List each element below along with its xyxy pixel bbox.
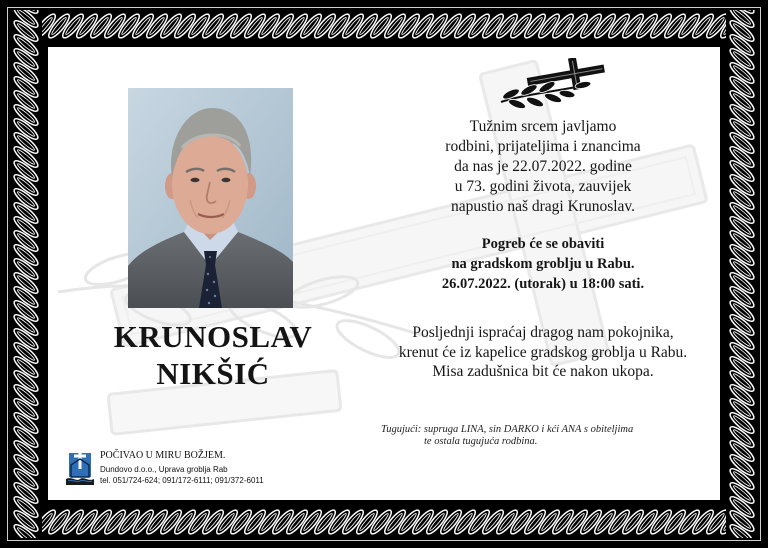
mourners-line: Tugujući: supruga LINA, sin DARKO i kći ANA s obiteljima — [381, 424, 634, 435]
portrait-photo — [128, 88, 293, 308]
announcement-line: rodbini, prijateljima i znancima — [445, 138, 641, 155]
rest-in-peace-text: POČIVAO U MIRU BOŽJEM. — [100, 450, 226, 461]
announcement-line: napustio naš dragi Krunoslav. — [450, 198, 636, 215]
announcement-text — [383, 117, 703, 217]
company-name: Dundovo d.o.o., Uprava groblja Rab — [100, 465, 228, 474]
farewell-line: krenut će iz kapelice gradskog groblja u Rabu. — [398, 343, 688, 361]
deceased-name — [83, 318, 343, 392]
funeral-line: 26.07.2022. (utorak) u 18:00 sati. — [441, 276, 645, 292]
announcement-line: Tužnim srcem javljamo — [469, 118, 617, 135]
funeral-line: na gradskom groblju u Rabu. — [451, 256, 635, 272]
funeral-details — [383, 234, 703, 294]
farewell-line: Misa zadušnica bit će nakon ukopa. — [432, 363, 654, 380]
company-phones: tel. 051/724-624; 091/172-6111; 091/372-6011 — [100, 476, 264, 485]
announcement-line: da nas je 22.07.2022. godine — [454, 158, 632, 175]
cross-with-branch-icon — [497, 58, 609, 112]
farewell-line: Posljednji ispraćaj dragog nam pokojnika, — [412, 324, 674, 341]
deceased-first-name: KRUNOSLAV — [113, 319, 313, 354]
farewell-text — [383, 323, 703, 382]
funeral-line: Pogreb će se obaviti — [481, 236, 605, 252]
mourners-line: te ostala tugujuća rodbina. — [424, 436, 538, 447]
dundovo-logo-icon — [66, 449, 94, 485]
deceased-last-name: NIKŠIĆ — [156, 356, 270, 391]
announcement-line: u 73. godini života, zauvijek — [454, 178, 632, 195]
